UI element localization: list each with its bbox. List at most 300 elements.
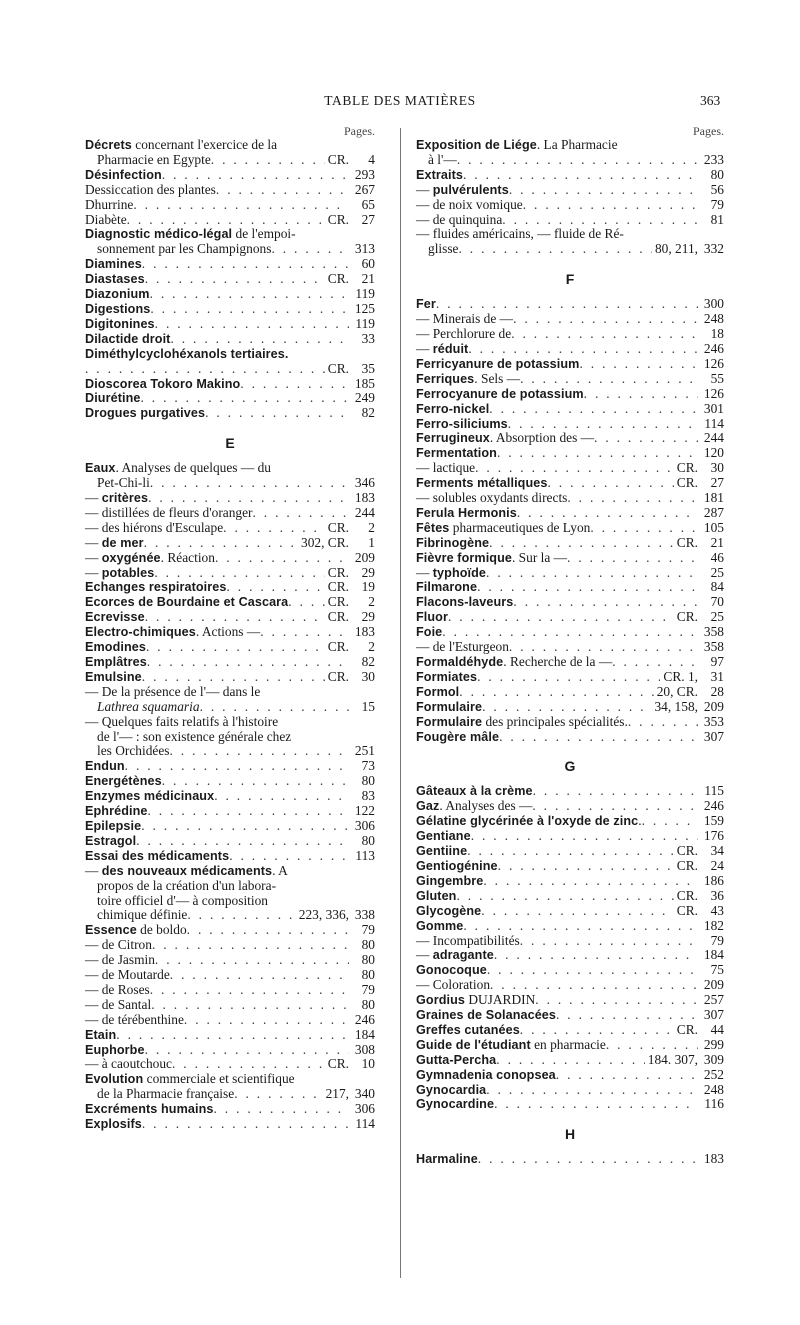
entry-keyword: Diastases xyxy=(85,272,145,287)
index-entry xyxy=(416,1083,724,1098)
entry-ref: CR. xyxy=(327,360,349,376)
entry-ref: CR. xyxy=(676,1021,698,1037)
entry-page: 79 xyxy=(361,922,375,938)
dot-leader xyxy=(457,153,698,168)
entry-ref: 80, 211, xyxy=(654,241,698,257)
entry-ref: CR. xyxy=(327,151,349,167)
entry-page: 116 xyxy=(704,1096,724,1112)
entry-page: 29 xyxy=(361,609,375,625)
index-entry xyxy=(85,213,375,228)
entry-term xyxy=(85,819,141,834)
index-entry xyxy=(416,506,724,521)
entry-term xyxy=(85,566,154,581)
entry-keyword: Formulaire xyxy=(416,699,483,714)
entry-text: Dessiccation des plantes xyxy=(85,181,216,197)
dot-leader xyxy=(628,715,698,730)
dot-leader xyxy=(85,362,325,377)
dot-leader xyxy=(187,908,295,923)
dot-leader xyxy=(253,506,349,521)
entry-keyword: Fermentation xyxy=(416,446,497,461)
entry-keyword: Greffes cutanées xyxy=(416,1022,520,1037)
entry-keyword: Gentiane xyxy=(416,829,471,844)
index-entry xyxy=(85,317,375,332)
entry-page: 21 xyxy=(361,271,375,287)
dot-leader xyxy=(215,551,349,566)
index-entry xyxy=(85,715,375,730)
dot-leader xyxy=(200,700,349,715)
dot-leader xyxy=(442,625,698,640)
index-entry xyxy=(85,138,375,153)
entry-page: 176 xyxy=(703,828,724,844)
entry-ref: CR. xyxy=(327,594,349,610)
index-entry xyxy=(416,183,724,198)
index-entry xyxy=(85,759,375,774)
entry-text: commerciale et scientifique xyxy=(143,1071,295,1087)
entry-text: de la Pharmacie française xyxy=(97,1086,235,1102)
index-entry xyxy=(416,297,724,312)
entry-term xyxy=(85,670,142,685)
entry-page: 248 xyxy=(703,1081,724,1097)
index-entry xyxy=(416,327,724,342)
dot-leader xyxy=(606,1038,698,1053)
index-entry xyxy=(416,446,724,461)
entry-term xyxy=(97,153,211,168)
dot-leader xyxy=(140,391,349,406)
entry-text: chimique définie xyxy=(97,907,188,923)
dot-leader xyxy=(187,923,349,938)
entry-keyword: Endun xyxy=(85,759,125,774)
entry-term xyxy=(85,551,215,566)
entry-term xyxy=(85,849,229,864)
index-entry xyxy=(416,904,724,919)
dot-leader xyxy=(556,1008,698,1023)
entry-text: — de Citron xyxy=(85,937,152,953)
dot-leader xyxy=(584,387,698,402)
index-column-right xyxy=(416,124,724,1167)
dot-leader xyxy=(502,213,698,228)
entry-term xyxy=(97,744,170,759)
entry-term xyxy=(416,213,502,228)
dot-leader xyxy=(459,242,652,257)
entry-page: 27 xyxy=(710,475,724,491)
entry-term xyxy=(85,640,146,655)
entry-keyword: adragante xyxy=(432,948,494,963)
dot-leader xyxy=(125,759,349,774)
index-entry xyxy=(416,566,724,581)
index-entry xyxy=(85,168,375,183)
entry-keyword: Gluten xyxy=(416,888,457,903)
entry-text: . Sels — xyxy=(474,370,521,386)
index-entry xyxy=(85,551,375,566)
index-entry xyxy=(416,491,724,506)
entry-page: 80 xyxy=(361,996,375,1012)
entry-term xyxy=(85,1117,142,1132)
entry-term xyxy=(416,963,487,978)
entry-text: — xyxy=(85,490,102,506)
entry-term xyxy=(416,1152,478,1167)
index-entry xyxy=(416,402,724,417)
entry-page: 80 xyxy=(361,773,375,789)
entry-text: DUJARDIN xyxy=(464,992,536,1008)
entry-text: de l'empoi- xyxy=(232,226,296,242)
entry-page: 306 xyxy=(354,817,375,833)
index-entry xyxy=(416,168,724,183)
entry-term xyxy=(85,198,133,213)
dot-leader xyxy=(520,1023,674,1038)
entry-term xyxy=(416,327,511,342)
index-column-left xyxy=(85,124,375,1132)
entry-text: — xyxy=(85,862,102,878)
dot-leader xyxy=(229,849,349,864)
entry-term xyxy=(85,968,170,983)
index-entry xyxy=(416,342,724,357)
entry-page: 313 xyxy=(354,241,375,257)
entry-keyword: Fièvre formique xyxy=(416,550,512,565)
entry-text: — Incompatibilités xyxy=(416,932,520,948)
entry-term xyxy=(416,446,497,461)
entry-page: 251 xyxy=(354,743,375,759)
entry-keyword: Ecrevisse xyxy=(85,610,145,625)
entry-page: 65 xyxy=(361,196,375,212)
entry-ref: 302, CR. xyxy=(301,534,349,550)
entry-keyword: Gentiine xyxy=(416,844,468,859)
index-entry xyxy=(85,983,375,998)
entry-term xyxy=(85,580,227,595)
entry-keyword: Dioscorea Tokoro Makino xyxy=(85,376,241,391)
entry-term xyxy=(85,536,144,551)
entry-keyword: Euphorbe xyxy=(85,1042,145,1057)
entry-page: 358 xyxy=(703,624,724,640)
index-entry xyxy=(416,372,724,387)
entry-keyword: Diméthylcyclohéxanols tertiaires. xyxy=(85,346,289,361)
entry-page: 56 xyxy=(710,181,724,197)
entry-page: 308 xyxy=(354,1041,375,1057)
index-entry xyxy=(85,685,375,700)
entry-page: 114 xyxy=(704,415,724,431)
index-entry xyxy=(85,362,375,377)
entry-keyword: réduit xyxy=(432,341,469,356)
entry-keyword: Emulsine xyxy=(85,669,142,684)
dot-leader xyxy=(142,1117,349,1132)
entry-text: — de térébenthine xyxy=(85,1011,184,1027)
entry-text: à l'— xyxy=(428,151,457,167)
dot-leader xyxy=(532,799,698,814)
entry-term xyxy=(416,138,618,153)
entry-term xyxy=(416,461,475,476)
index-entry xyxy=(85,908,375,923)
entry-page: 287 xyxy=(703,504,724,520)
entry-page: 122 xyxy=(354,803,375,819)
dot-leader xyxy=(499,730,698,745)
entry-text: — xyxy=(85,549,102,565)
index-entry xyxy=(416,357,724,372)
entry-page: 2 xyxy=(368,519,375,535)
entry-page: 257 xyxy=(703,992,724,1008)
entry-term xyxy=(416,536,489,551)
dot-leader xyxy=(486,1083,698,1098)
index-entry xyxy=(416,685,724,700)
entry-term xyxy=(416,625,442,640)
dot-leader xyxy=(150,983,349,998)
index-entry xyxy=(416,198,724,213)
entry-term xyxy=(416,372,520,387)
index-entry xyxy=(416,1097,724,1112)
entry-text: propos de la création d'un labora- xyxy=(97,877,277,893)
pages-column-label: Pages. xyxy=(344,124,375,138)
entry-keyword: Ferro-siliciums xyxy=(416,416,508,431)
index-entry xyxy=(85,257,375,272)
entry-page: 246 xyxy=(354,1011,375,1027)
dot-leader xyxy=(467,844,674,859)
entry-term xyxy=(416,889,456,904)
entry-ref: CR. xyxy=(676,534,698,550)
entry-page: 209 xyxy=(703,977,724,993)
entry-term xyxy=(85,521,223,536)
dot-leader xyxy=(642,814,698,829)
index-entry xyxy=(416,829,724,844)
entry-text: — xyxy=(416,564,433,580)
dot-leader xyxy=(496,1053,645,1068)
entry-term xyxy=(416,1008,556,1023)
index-entry xyxy=(85,700,375,715)
dot-leader xyxy=(170,968,349,983)
entry-term xyxy=(416,566,486,581)
dot-leader xyxy=(170,744,349,759)
entry-page: 181 xyxy=(703,490,724,506)
dot-leader xyxy=(498,859,674,874)
index-entry xyxy=(85,670,375,685)
index-entry xyxy=(85,1117,375,1132)
entry-keyword: Drogues purgatives xyxy=(85,406,206,421)
entry-term xyxy=(416,670,477,685)
entry-page: 34 xyxy=(710,843,724,859)
entry-keyword: Eaux xyxy=(85,461,116,476)
entry-text: — xyxy=(416,947,433,963)
entry-keyword: Harmaline xyxy=(416,1152,478,1167)
dot-leader xyxy=(227,580,325,595)
entry-ref: CR. xyxy=(676,609,698,625)
index-entry xyxy=(85,789,375,804)
dot-leader xyxy=(127,213,325,228)
index-entry xyxy=(85,953,375,968)
entry-term xyxy=(416,1023,520,1038)
dot-leader xyxy=(145,1043,349,1058)
dot-leader xyxy=(486,566,698,581)
entry-keyword: Diagnostic médico-légal xyxy=(85,227,233,242)
entry-keyword: Energétènes xyxy=(85,774,162,789)
entry-page: 338 xyxy=(354,907,375,923)
entry-page: 358 xyxy=(703,639,724,655)
index-entry xyxy=(416,1152,724,1167)
dot-leader xyxy=(612,655,698,670)
entry-page: 126 xyxy=(703,385,724,401)
entry-keyword: Guide de l'étudiant xyxy=(416,1037,531,1052)
dot-leader xyxy=(142,257,349,272)
entry-term xyxy=(85,168,162,183)
index-entry xyxy=(85,804,375,819)
entry-page: 209 xyxy=(703,698,724,714)
entry-text: glisse xyxy=(428,241,459,257)
dot-leader xyxy=(567,551,698,566)
dot-leader xyxy=(211,153,325,168)
dot-leader xyxy=(482,700,651,715)
entry-page: 80 xyxy=(361,967,375,983)
entry-keyword: Formaldéhyde xyxy=(416,655,504,669)
page-number: 363 xyxy=(700,93,721,108)
index-entry xyxy=(85,1057,375,1072)
entry-term xyxy=(416,784,533,799)
entry-page: 184 xyxy=(354,1026,375,1042)
entry-term xyxy=(416,595,513,610)
entry-term xyxy=(416,580,477,595)
entry-term xyxy=(85,864,288,879)
dot-leader xyxy=(535,993,698,1008)
index-entry xyxy=(85,1102,375,1117)
entry-page: 119 xyxy=(355,286,375,302)
entry-text: . Analyses des — xyxy=(439,798,533,814)
entry-term xyxy=(416,948,494,963)
dot-leader xyxy=(214,789,349,804)
entry-keyword: Gutta-Percha xyxy=(416,1052,497,1067)
entry-term xyxy=(85,834,136,849)
entry-page: 209 xyxy=(354,549,375,565)
entry-keyword: Fêtes xyxy=(416,520,450,535)
entry-ref: CR. xyxy=(327,668,349,684)
entry-page: 2 xyxy=(368,639,375,655)
dot-leader xyxy=(490,978,698,993)
entry-text: — lactique xyxy=(416,460,476,476)
dot-leader xyxy=(590,521,698,536)
entry-term xyxy=(85,625,260,640)
entry-keyword: typhoïde xyxy=(432,565,487,580)
index-entry xyxy=(416,521,724,536)
entry-page: 120 xyxy=(703,445,724,461)
dot-leader xyxy=(523,198,698,213)
index-entry xyxy=(85,774,375,789)
entry-page: 184 xyxy=(703,947,724,963)
entry-page: 114 xyxy=(355,1116,375,1132)
entry-keyword: Ferricyanure de potassium xyxy=(416,356,580,371)
entry-term xyxy=(416,1083,486,1098)
entry-term xyxy=(85,138,277,153)
entry-text: Pet-Chi-li xyxy=(97,475,150,491)
index-entry xyxy=(85,580,375,595)
entry-page: 36 xyxy=(710,887,724,903)
entry-keyword: critères xyxy=(101,491,149,506)
index-entry xyxy=(416,625,724,640)
entry-term xyxy=(85,302,150,317)
entry-page: 306 xyxy=(354,1101,375,1117)
entry-text: — à caoutchouc xyxy=(85,1056,172,1072)
entry-text: — de noix vomique xyxy=(416,196,523,212)
entry-text: — Coloration xyxy=(416,977,491,993)
index-entry xyxy=(416,153,724,168)
dot-leader xyxy=(508,417,698,432)
index-entry xyxy=(85,521,375,536)
dot-leader xyxy=(494,948,698,963)
entry-text: . A xyxy=(272,862,288,878)
entry-term xyxy=(416,685,459,700)
index-entry xyxy=(416,595,724,610)
entry-text: — fluides américains, — fluide de Ré- xyxy=(416,226,624,242)
entry-ref: CR. 1, xyxy=(663,668,698,684)
entry-keyword: Digitonines xyxy=(85,316,155,331)
dot-leader xyxy=(260,625,349,640)
entry-term xyxy=(85,377,240,392)
entry-page: 309 xyxy=(703,1051,724,1067)
entry-ref: CR. xyxy=(327,1056,349,1072)
entry-term xyxy=(85,1013,184,1028)
index-entry xyxy=(85,183,375,198)
entry-page: 80 xyxy=(361,952,375,968)
entry-keyword: Gymnadenia conopsea xyxy=(416,1067,556,1082)
index-entry xyxy=(416,655,724,670)
entry-term xyxy=(416,227,624,242)
entry-term xyxy=(416,1053,496,1068)
entry-term xyxy=(416,700,482,715)
dot-leader xyxy=(533,784,698,799)
entry-page: 80 xyxy=(361,832,375,848)
entry-term xyxy=(428,153,457,168)
entry-page: 55 xyxy=(710,370,724,386)
entry-page: 340 xyxy=(354,1086,375,1102)
index-entry xyxy=(416,963,724,978)
entry-keyword: de mer xyxy=(101,535,144,550)
index-entry xyxy=(85,744,375,759)
index-entry xyxy=(416,889,724,904)
index-entry xyxy=(416,431,724,446)
entry-keyword: Gentiogénine xyxy=(416,858,498,873)
entry-term xyxy=(416,1038,606,1053)
index-entry xyxy=(85,938,375,953)
entry-text: pharmaceutiques de Lyon xyxy=(449,519,591,535)
dot-leader xyxy=(509,640,698,655)
dot-leader xyxy=(463,919,698,934)
entry-text: — de Jasmin xyxy=(85,952,155,968)
entry-keyword: Fibrinogène xyxy=(416,535,490,550)
entry-text: en pharmacie xyxy=(530,1036,606,1052)
dot-leader xyxy=(436,297,698,312)
index-entry xyxy=(416,1038,724,1053)
entry-text: . Actions — xyxy=(195,624,261,640)
entry-term xyxy=(85,347,288,362)
index-entry xyxy=(85,242,375,257)
dot-leader xyxy=(477,580,698,595)
entry-term xyxy=(416,715,628,730)
index-entry xyxy=(416,799,724,814)
entry-text: — Perchlorure de xyxy=(416,326,512,342)
index-entry xyxy=(85,968,375,983)
entry-page: 249 xyxy=(354,390,375,406)
dot-leader xyxy=(136,834,349,849)
entry-text: — de quinquina xyxy=(416,211,503,227)
entry-page: 29 xyxy=(361,564,375,580)
entry-page: 79 xyxy=(361,981,375,997)
entry-page: 267 xyxy=(354,181,375,197)
entry-ref: 184. 307, xyxy=(647,1051,698,1067)
entry-text: Diabète xyxy=(85,211,127,227)
entry-keyword: Graines de Solanacées xyxy=(416,1008,557,1023)
entry-keyword: pulvérulents xyxy=(432,182,509,197)
index-entry xyxy=(416,700,724,715)
index-entry xyxy=(85,302,375,317)
index-entry xyxy=(85,595,375,610)
dot-leader xyxy=(116,1028,349,1043)
dot-leader xyxy=(162,168,349,183)
dot-leader xyxy=(288,595,324,610)
entry-text: . La Pharmacie xyxy=(536,137,618,152)
dot-leader xyxy=(489,536,674,551)
